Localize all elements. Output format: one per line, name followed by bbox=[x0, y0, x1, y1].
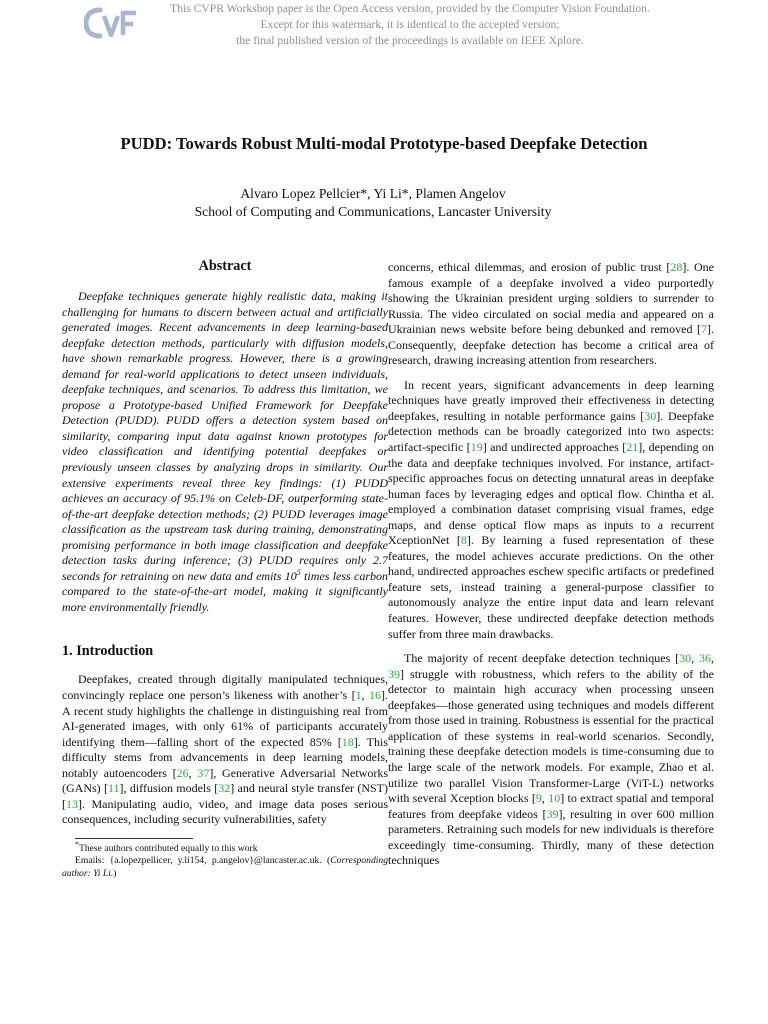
author-block bbox=[0, 185, 746, 221]
intro-paragraph-2: In recent years, significant advancements in deep learning techniques have greatly improved their effectiveness in detecting deepfakes, resulting in notable performance gains [30]. Deepfake detection methods can be broadly categorized into two aspects: artifact-specific [19] and undirected approaches [21], depending on the data and deepfake techniques involved. For instance, artifact-specific approaches focus on detecting unnatural areas in deepfake human faces by leveraging edges and optical flow. Chintha et al. employed a combination dataset comprising visual frames, edge maps, and dense optical flow maps as inputs to a recurrent XceptionNet [8]. By learning a fused representation of these features, the model achieves accurate predictions. On the other hand, undirected approaches eschew specific artifacts or predefined feature sets, instead training a general-purpose classifier to autonomously analyze the entire input data and learn relevant features. However, these undirected deepfake detection methods suffer from three main drawbacks. bbox=[388, 377, 715, 641]
paper-title: PUDD: Towards Robust Multi-modal Prototype-based Deepfake Detection bbox=[120, 134, 648, 153]
cvf-logo bbox=[84, 2, 140, 44]
citation-link[interactable]: 37 bbox=[197, 765, 210, 780]
footnote-rule bbox=[75, 838, 193, 839]
citation-link[interactable]: 30 bbox=[679, 651, 692, 666]
author-1: Alvaro Lopez Pellcier bbox=[240, 186, 361, 201]
citation-link[interactable]: 9 bbox=[535, 791, 542, 806]
citation-link[interactable]: 32 bbox=[218, 781, 231, 796]
citation-link[interactable]: 26 bbox=[176, 765, 189, 780]
citation-link[interactable]: 39 bbox=[388, 666, 400, 681]
footnote-mark: * bbox=[75, 839, 79, 849]
watermark-line-2: Except for this watermark, it is identical to the accepted version; bbox=[260, 18, 560, 31]
introduction-heading: 1. Introduction bbox=[62, 643, 154, 660]
citation-link[interactable]: 7 bbox=[701, 322, 707, 337]
citation-link[interactable]: 19 bbox=[470, 440, 483, 455]
equal-contribution-mark: * bbox=[360, 186, 368, 201]
author-2: Yi Li bbox=[373, 186, 402, 201]
citation-link[interactable]: 11 bbox=[107, 781, 120, 796]
footnote-emails: Emails: {a.lopezpellicer, y.li154, p.angelov}@lancaster.ac.uk. (Corresponding author: Yi Li.) bbox=[62, 855, 388, 879]
citation-link[interactable]: 28 bbox=[670, 260, 683, 274]
citation-link[interactable]: 21 bbox=[626, 440, 639, 455]
citation-link[interactable]: 1 bbox=[355, 688, 362, 703]
citation-link[interactable]: 30 bbox=[644, 408, 657, 423]
left-column bbox=[62, 258, 388, 880]
abstract-heading: Abstract bbox=[198, 258, 252, 274]
exponent: 5 bbox=[296, 567, 301, 577]
citation-link[interactable]: 36 bbox=[699, 651, 712, 666]
citation-link[interactable]: 13 bbox=[66, 796, 78, 811]
intro-paragraph-continued: concerns, ethical dilemmas, and erosion of public trust [28]. One famous example of a deepfake involved a video purportedly showing the Ukrainian president urging soldiers to surrender to Russia. The video circulated on social media and appeared on a Ukrainian news website before being debunked and removed [7]. Consequently, deepfake detection has become a critical area of research, drawing increasing attention from researchers. bbox=[388, 260, 714, 368]
citation-link[interactable]: 16 bbox=[369, 688, 381, 703]
watermark-line-3: the final published version of the proceedings is available on IEEE Xplore. bbox=[236, 34, 584, 47]
citation-link[interactable]: 10 bbox=[548, 791, 561, 806]
footnote-equal-contribution: *These authors contributed equally to this work bbox=[75, 839, 258, 854]
citation-link[interactable]: 8 bbox=[460, 533, 467, 548]
intro-paragraph-1: Deepfakes, created through digitally manipulated techniques, convincingly replace one person’s likeness with another’s [1, 16]. A recent study highlights the challenge in distinguishing real from AI-generated images, with only 61% of participants accurately identifying them—falling short of the expected 85% [18]. This difficulty stems from advancements in deep learning models, notably autoencoders [26, 37], Generative Adversarial Networks (GANs) [11], diffusion models [32] and neural style transfer (NST) [13]. Manipulating audio, video, and image data poses serious consequences, including security vulnerabilities, safety bbox=[62, 672, 389, 827]
citation-link[interactable]: 39 bbox=[546, 806, 559, 821]
cvf-logo-mark bbox=[84, 2, 140, 44]
author-names: Alvaro Lopez Pellcier*, Yi Li*, Plamen Angelov bbox=[240, 186, 506, 201]
equal-contribution-mark: * bbox=[401, 186, 409, 201]
intro-paragraph-3: The majority of recent deepfake detection techniques [30, 36, 39] struggle with robustness, which refers to the ability of the detector to maintain high accuracy when processing unseen deepfakes—those generated using techniques and models different from those used in training. Robustness is essential for the practical application of these systems in real-world scenarios. Secondly, training these deepfake detection models is time-consuming due to the large scale of the network models. For example, Zhao et al. utilize two parallel Vision Transformer-Large (ViT-L) networks with several Xception blocks [9, 10] to extract spatial and temporal features from deepfake videos [39], resulting in over 600 million parameters. Retraining such models for new individuals is therefore exceedingly time-consuming. Thirdly, many of these detection techniques bbox=[388, 651, 715, 868]
abstract-text: Deepfake techniques generate highly realistic data, making it challenging for humans to discern between actual and artificially generated images. Recent advancements in deep learning-based deepfake detection methods, particularly with diffusion models, have shown remarkable progress. However, there is a growing demand for real-world applications to detect unseen individuals, deepfake techniques, and scenarios. To address this limitation, we propose a Prototype-based Unified Framework for Deepfake Detection (PUDD). PUDD offers a detection system based on similarity, comparing input data against known prototypes for video classification and identifying potential deepfakes or previously unseen classes by analyzing drops in similarity. Our extensive experiments reveal three key findings: (1) PUDD achieves an accuracy of 95.1% on Celeb-DF, outperforming state-of-the-art deepfake detection methods; (2) PUDD leverages image classification as the upstream task during training, demonstrating promising performance in both image classification and deepfake detection tasks during inference; (3) PUDD requires only 2.7 seconds for retraining on new data and emits $10^5$ times less carbon compared to the state-of-the-art model, making it significantly more environmentally friendly. bbox=[62, 289, 389, 614]
affiliation: School of Computing and Communications, Lancaster University bbox=[194, 204, 552, 219]
watermark-line-1: This CVPR Workshop paper is the Open Access version, provided by the Computer Vision Foundation. bbox=[170, 2, 650, 15]
right-column bbox=[388, 260, 714, 869]
author-3: Plamen Angelov bbox=[415, 186, 506, 201]
open-access-watermark bbox=[160, 1, 660, 49]
citation-link[interactable]: 18 bbox=[341, 734, 354, 749]
